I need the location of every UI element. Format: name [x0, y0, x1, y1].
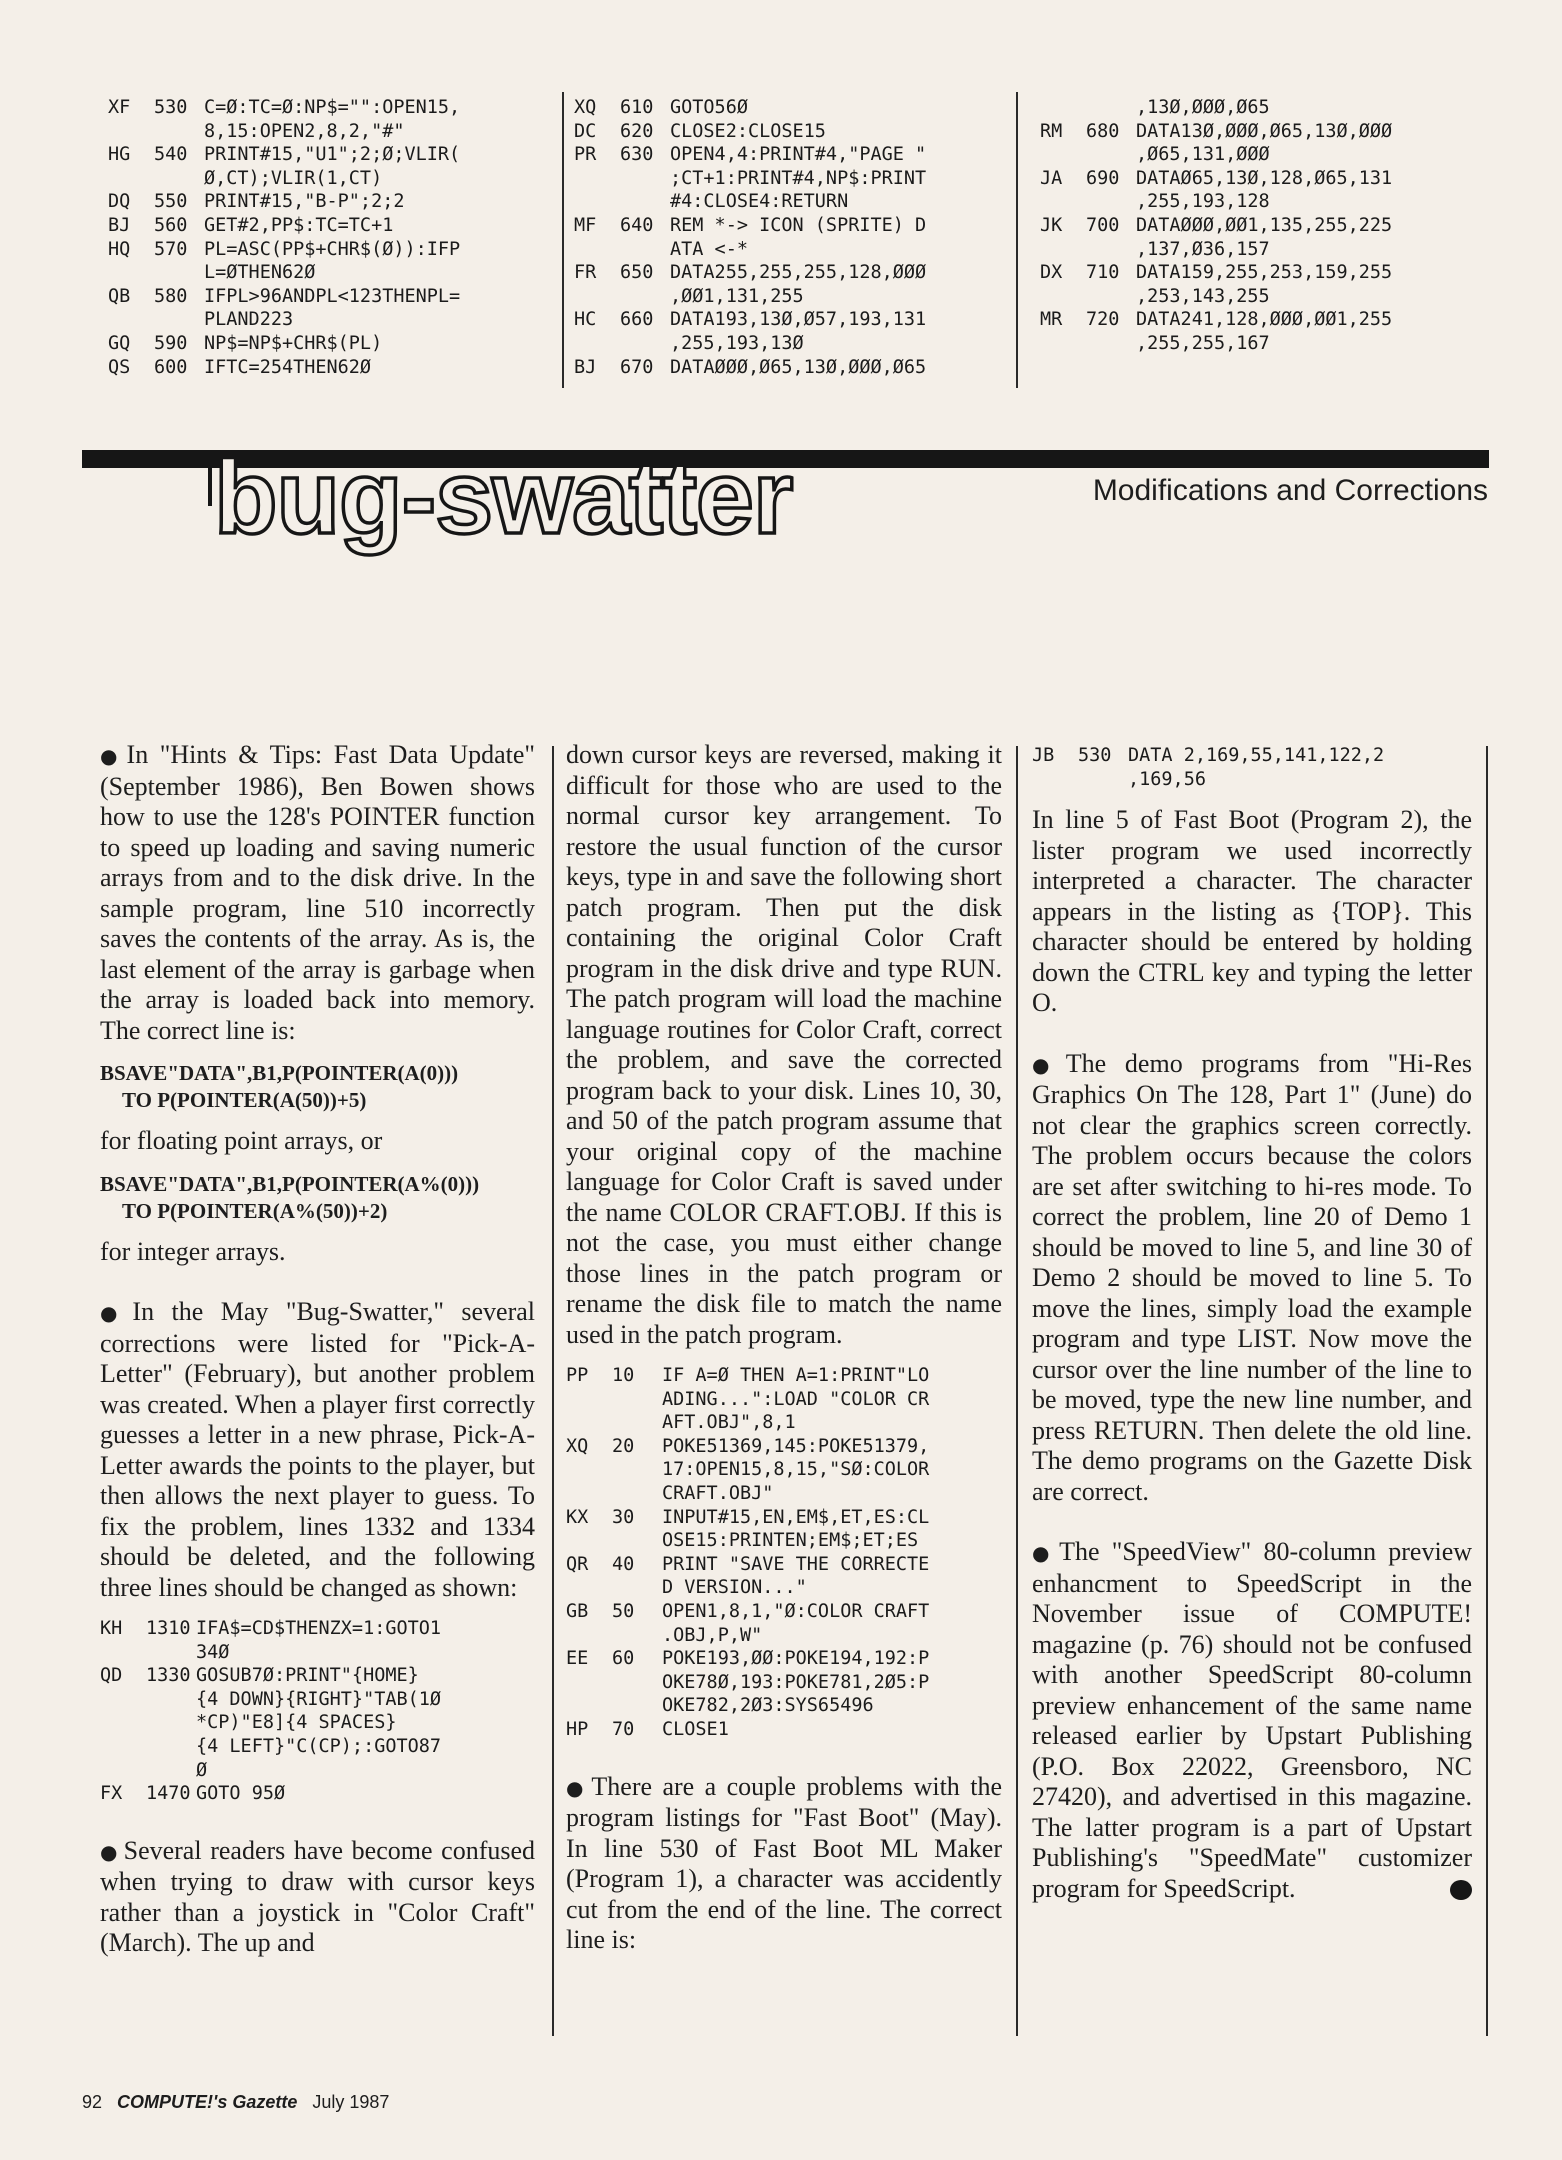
line-number: 60 [612, 1648, 635, 1670]
checksum-code: JK [1040, 214, 1063, 236]
code-line [566, 1718, 1002, 1742]
paragraph: down cursor keys are reversed, making it difficult for those who are used to the normal cursor key arrangement. To restore the usual function of the cursor keys, type in and save the following short patch program. Then put the disk containing the original Color Craft program in the disk drive and type RUN. The patch program will load the machine language routines for Color Craft, correct the problem, and save the corrected program back to your disk. Lines 10, 30, and 50 of the patch program assume that your original copy of the machine language for Color Craft is saved under the name COLOR CRAFT.OBJ. If this is not the case, you must either change those lines in the patch program or rename the disk file to match the name used in the patch program. [566, 740, 1002, 1349]
code-text: OPEN4,4:PRINT#4,"PAGE " [670, 144, 927, 166]
checksum-code: QB [108, 285, 131, 307]
code-text: GOTO 95Ø [196, 1783, 286, 1805]
code-line [1040, 308, 1480, 332]
code-text: CLOSE2:CLOSE15 [670, 120, 826, 142]
code-text: DATA241,128,ØØØ,ØØ1,255 [1136, 309, 1393, 331]
code-text: 17:OPEN15,8,15,"SØ:COLOR [662, 1459, 930, 1481]
line-number: 630 [620, 144, 654, 166]
code-text: .OBJ,P,W" [662, 1624, 763, 1646]
code-line [108, 190, 538, 214]
checksum-code: PR [574, 144, 597, 166]
code-line [108, 96, 538, 120]
code-line [108, 167, 538, 191]
line-number: 550 [154, 191, 188, 213]
checksum-code: HC [574, 309, 597, 331]
code-text: ,ØØ1,131,255 [670, 285, 804, 307]
line-number: 680 [1086, 120, 1120, 142]
code-line [1040, 238, 1480, 262]
checksum-code: MR [1040, 309, 1063, 331]
code-text: DATA13Ø,ØØØ,Ø65,13Ø,ØØØ [1136, 120, 1393, 142]
line-number: 670 [620, 356, 654, 378]
code-line [108, 285, 538, 309]
code-text: GOSUB7Ø:PRINT"{HOME} [196, 1665, 419, 1687]
code-line [566, 1576, 1002, 1600]
paragraph: ● In "Hints & Tips: Fast Data Update" (September 1986), Ben Bowen shows how to use the 128's POINTER function to speed up loading and saving numeric arrays from and to the disk drive. In the sample program, line 510 incorrectly saves the contents of the array. As is, the last element of the array is garbage when the array is loaded back into memory. The correct line is: [100, 740, 536, 1045]
code-text: ,137,Ø36,157 [1136, 238, 1270, 260]
code-line [574, 261, 1014, 285]
section-logo: bug-swatter [214, 440, 793, 556]
code-line [574, 214, 1014, 238]
code-line [566, 1624, 1002, 1648]
text-column-3 [1032, 740, 1472, 1918]
top-listing-col1 [108, 96, 538, 379]
checksum-code: EE [566, 1648, 589, 1670]
line-number: 580 [154, 285, 188, 307]
code-text: D VERSION..." [662, 1577, 807, 1599]
checksum-code: HP [566, 1718, 589, 1740]
code-listing [1032, 744, 1472, 791]
code-text: DATA159,255,253,159,255 [1136, 262, 1393, 284]
code-line [108, 356, 538, 380]
end-mark-icon [1450, 1880, 1472, 1900]
text-column-2 [566, 740, 1002, 1970]
code-line [1040, 285, 1480, 309]
column-rule [1486, 746, 1488, 2036]
code-text: NP$=NP$+CHR$(PL) [204, 332, 383, 354]
code-line [574, 120, 1014, 144]
code-text: PRINT#15,"U1";2;Ø;VLIR( [204, 144, 461, 166]
line-number: 40 [612, 1553, 635, 1575]
bullet-icon: ● [566, 1775, 588, 1800]
code-text: PRINT#15,"B-P";2;2 [204, 191, 405, 213]
code-line [108, 308, 538, 332]
code-line [108, 143, 538, 167]
line-number: 10 [612, 1365, 635, 1386]
code-line [574, 308, 1014, 332]
checksum-code: XQ [566, 1435, 589, 1457]
line-number: 530 [1078, 745, 1112, 766]
checksum-code: FR [574, 262, 597, 284]
code-text: {4 DOWN}{RIGHT}"TAB(1Ø [196, 1688, 442, 1710]
line-number: 1330 [146, 1665, 191, 1687]
code-line [1040, 261, 1480, 285]
column-rule [1016, 746, 1018, 2036]
line-number: 640 [620, 214, 654, 236]
code-line [100, 1711, 535, 1735]
checksum-code: FX [100, 1783, 123, 1805]
checksum-code: XQ [574, 97, 597, 118]
bullet-icon: ● [1032, 1052, 1062, 1077]
code-text: ,255,193,13Ø [670, 332, 804, 354]
code-line [566, 1482, 1002, 1506]
checksum-code: QS [108, 356, 131, 378]
code-text: Ø [196, 1759, 208, 1781]
checksum-code: KX [566, 1506, 589, 1528]
line-number: 530 [154, 97, 188, 118]
code-line [566, 1364, 1002, 1388]
code-text: INPUT#15,EN,EM$,ET,ES:CL [662, 1506, 930, 1528]
code-line [1040, 332, 1480, 356]
paragraph: for integer arrays. [100, 1236, 286, 1266]
code-line [1032, 744, 1472, 768]
code-text: OPEN1,8,1,"Ø:COLOR CRAFT [662, 1600, 930, 1622]
code-line [574, 190, 1014, 214]
checksum-code: PP [566, 1365, 589, 1386]
code-line [566, 1529, 1002, 1553]
code-line [1040, 120, 1480, 144]
line-number: 590 [154, 332, 188, 354]
code-line [566, 1506, 1002, 1530]
code-text: IFPL>96ANDPL<123THENPL= [204, 285, 461, 307]
code-line [100, 1641, 535, 1665]
code-line [100, 1617, 535, 1641]
paragraph: ● There are a couple problems with the program listings for "Fast Boot" (May). In line 530 of Fast Boot ML Maker (Program 1), a character was accidently cut from the end of the line. The correct line is: [566, 1771, 1003, 1954]
checksum-code: GB [566, 1600, 589, 1622]
paragraph: ● The "SpeedView" 80-column preview enhancment to SpeedScript in the November issue of COMPUTE! magazine (p. 76) should not be confused with another SpeedScript 80-column preview enhancement of the same name released earlier by Upstart Publishing (P.O. Box 22022, Greensboro, NC 27420), and advertised in this magazine. The latter program is a part of Upstart Publishing's "SpeedMate" customizer program for SpeedScript. [1032, 1537, 1473, 1903]
checksum-code: KH [100, 1618, 123, 1639]
code-text: DATA 2,169,55,141,122,2 [1128, 745, 1385, 766]
checksum-code: GQ [108, 332, 131, 354]
code-text: ;CT+1:PRINT#4,NP$:PRINT [670, 167, 927, 189]
line-number: 1470 [146, 1783, 191, 1805]
code-text: DATA193,13Ø,Ø57,193,131 [670, 309, 927, 331]
line-number: 570 [154, 238, 188, 260]
line-number: 540 [154, 144, 188, 166]
code-text: OSE15:PRINTEN;EM$;ET;ES [662, 1530, 919, 1552]
code-text: PLAND223 [204, 309, 294, 331]
code-text: ,253,143,255 [1136, 285, 1270, 307]
code-text: ,169,56 [1128, 768, 1206, 790]
text-column-1 [100, 740, 535, 1973]
line-number: 610 [620, 97, 654, 118]
checksum-code: DC [574, 120, 597, 142]
code-text: C=Ø:TC=Ø:NP$="":OPEN15, [204, 97, 461, 118]
code-text: Ø,CT);VLIR(1,CT) [204, 167, 383, 189]
code-text: ,255,193,128 [1136, 191, 1270, 213]
basic-code: BSAVE"DATA",B1,P(POINTER(A%(0))) TO P(POINTER(A%(50))+2) [100, 1171, 480, 1223]
code-text: GOTO56Ø [670, 97, 748, 118]
code-line [100, 1759, 535, 1783]
line-number: 1310 [146, 1618, 191, 1639]
code-text: AFT.OBJ",8,1 [662, 1412, 796, 1434]
code-text: 34Ø [196, 1641, 230, 1663]
code-text: ,13Ø,ØØØ,Ø65 [1136, 97, 1270, 118]
section-subtitle: Modifications and Corrections [1092, 474, 1488, 507]
line-number: 20 [612, 1435, 635, 1457]
code-text: POKE51369,145:POKE51379, [662, 1435, 930, 1457]
line-number: 70 [612, 1718, 635, 1740]
column-rule [562, 92, 564, 388]
code-text: PRINT "SAVE THE CORRECTE [662, 1553, 930, 1575]
code-line [574, 96, 1014, 120]
code-text: L=ØTHEN62Ø [204, 262, 316, 284]
magazine-name: COMPUTE!'s Gazette [117, 2092, 298, 2112]
code-line [100, 1735, 535, 1759]
code-line [108, 238, 538, 262]
checksum-code: XF [108, 97, 131, 118]
line-number: 720 [1086, 309, 1120, 331]
code-text: ADING...":LOAD "COLOR CR [662, 1388, 930, 1410]
checksum-code [1040, 96, 1086, 120]
checksum-code: MF [574, 214, 597, 236]
basic-code: BSAVE"DATA",B1,P(POINTER(A(0))) TO P(POINTER(A(50))+5) [100, 1061, 459, 1112]
paragraph: ● In the May "Bug-Swatter," several corrections were listed for "Pick-A-Letter" (February), but another problem was created. When a player first correctly guesses a letter in a new phrase, Pick-A-Letter awards the points to the player, but then allows the next player to guess. To fix the problem, lines 1332 and 1334 should be deleted, and the following three lines should be changed as shown: [100, 1297, 536, 1602]
paragraph: for floating point arrays, or [100, 1126, 383, 1155]
bullet-icon: ● [1032, 1541, 1056, 1566]
code-text: DATAØØØ,ØØ1,135,255,225 [1136, 214, 1393, 236]
code-line [566, 1600, 1002, 1624]
checksum-code: JB [1032, 745, 1055, 766]
line-number: 690 [1086, 167, 1120, 189]
code-line [566, 1553, 1002, 1577]
code-line [574, 167, 1014, 191]
code-line [1040, 143, 1480, 167]
checksum-code: BJ [574, 356, 597, 378]
code-text: 8,15:OPEN2,8,2,"#" [204, 120, 405, 142]
checksum-code: RM [1040, 120, 1063, 142]
paragraph: ● Several readers have become confused when trying to draw with cursor keys rather than a joystick in "Color Craft" (March). The up and [100, 1835, 536, 1958]
code-text: ATA <-* [670, 238, 748, 260]
checksum-code: QR [566, 1553, 589, 1575]
code-line [108, 332, 538, 356]
checksum-code: DQ [108, 191, 131, 213]
code-line [566, 1458, 1002, 1482]
code-text: IFTC=254THEN62Ø [204, 356, 372, 378]
code-text: IFA$=CD$THENZX=1:GOTO1 [196, 1618, 442, 1639]
code-text: PL=ASC(PP$+CHR$(Ø)):IFP [204, 238, 461, 260]
code-line [108, 214, 538, 238]
code-text: *CP)"E8]{4 SPACES} [196, 1712, 397, 1734]
code-line [100, 1782, 535, 1806]
code-line [566, 1411, 1002, 1435]
code-line [574, 143, 1014, 167]
line-number: 560 [154, 214, 188, 236]
bullet-icon: ● [100, 744, 123, 768]
checksum-code: JA [1040, 167, 1063, 189]
code-line [1040, 214, 1480, 238]
code-text: {4 LEFT}"C(CP);:GOTO87 [196, 1735, 442, 1757]
code-line [566, 1647, 1002, 1671]
code-text: IF A=Ø THEN A=1:PRINT"LO [662, 1365, 930, 1386]
code-text: CRAFT.OBJ" [662, 1482, 774, 1504]
issue-date: July 1987 [312, 2092, 390, 2112]
header-band-tick [208, 468, 212, 506]
code-text: #4:CLOSE4:RETURN [670, 191, 849, 213]
code-text: OKE78Ø,193:POKE781,2Ø5:P [662, 1671, 930, 1693]
code-text: OKE782,2Ø3:SYS65496 [662, 1695, 874, 1717]
paragraph: In line 5 of Fast Boot (Program 2), the lister program we used incorrectly interpreted a character. The character appears in the listing as {TOP}. This character should be entered by holding down the CTRL key and typing the letter O. [1032, 805, 1472, 1018]
code-text: CLOSE1 [662, 1718, 729, 1740]
line-number: 700 [1086, 214, 1120, 236]
code-text: REM *-> ICON (SPRITE) D [670, 214, 927, 236]
line-number: 30 [612, 1506, 635, 1528]
code-text: DATA255,255,255,128,ØØØ [670, 262, 927, 284]
code-line [1032, 768, 1472, 792]
code-line [1040, 96, 1480, 120]
column-rule [552, 746, 554, 2036]
column-rule [1016, 92, 1018, 388]
code-text: GET#2,PP$:TC=TC+1 [204, 214, 394, 236]
line-number: 710 [1086, 262, 1120, 284]
code-line [108, 120, 538, 144]
line-number: 600 [154, 356, 188, 378]
top-listing-col2 [574, 96, 1014, 379]
checksum-code: DX [1040, 262, 1063, 284]
bullet-icon: ● [100, 1839, 120, 1864]
code-line [566, 1694, 1002, 1718]
code-text: DATAØ65,13Ø,128,Ø65,131 [1136, 167, 1393, 189]
code-line [574, 332, 1014, 356]
checksum-code: QD [100, 1665, 123, 1687]
code-text: ,255,255,167 [1136, 332, 1270, 354]
line-number: 650 [620, 262, 654, 284]
code-listing [100, 1617, 535, 1806]
line-number [1086, 96, 1136, 120]
code-line [574, 238, 1014, 262]
code-line [566, 1671, 1002, 1695]
top-listing-col3 [1040, 96, 1480, 356]
code-text: DATAØØØ,Ø65,13Ø,ØØØ,Ø65 [670, 356, 927, 378]
paragraph: ● The demo programs from "Hi-Res Graphics On The 128, Part 1" (June) do not clear the graphics screen correctly. The problem occurs because the colors are set after switching to hi-res mode. To correct the problem, line 20 of Demo 1 should be moved to line 5, and line 30 of Demo 2 should be moved to line 5. To move the lines, simply load the example program and type LIST. Now move the cursor over the line number of the line to be moved, type the new line number, and press RETURN. Then delete the old line. The demo programs on the Gazette Disk are correct. [1032, 1048, 1473, 1506]
code-line [100, 1688, 535, 1712]
page-number: 92 [82, 2092, 103, 2112]
code-line [574, 285, 1014, 309]
code-line [1040, 190, 1480, 214]
page-footer [82, 2092, 389, 2113]
code-text: ,Ø65,131,ØØØ [1136, 144, 1270, 166]
bullet-icon: ● [100, 1301, 129, 1325]
code-line [566, 1435, 1002, 1459]
code-text: POKE193,ØØ:POKE194,192:P [662, 1648, 930, 1670]
checksum-code: HG [108, 144, 131, 166]
line-number: 660 [620, 309, 654, 331]
line-number: 50 [612, 1600, 635, 1622]
checksum-code: BJ [108, 214, 131, 236]
code-line [108, 261, 538, 285]
code-line [574, 356, 1014, 380]
code-listing [566, 1364, 1002, 1742]
code-line [1040, 167, 1480, 191]
code-line [100, 1664, 535, 1688]
line-number: 620 [620, 120, 654, 142]
checksum-code: HQ [108, 238, 131, 260]
code-line [566, 1388, 1002, 1412]
